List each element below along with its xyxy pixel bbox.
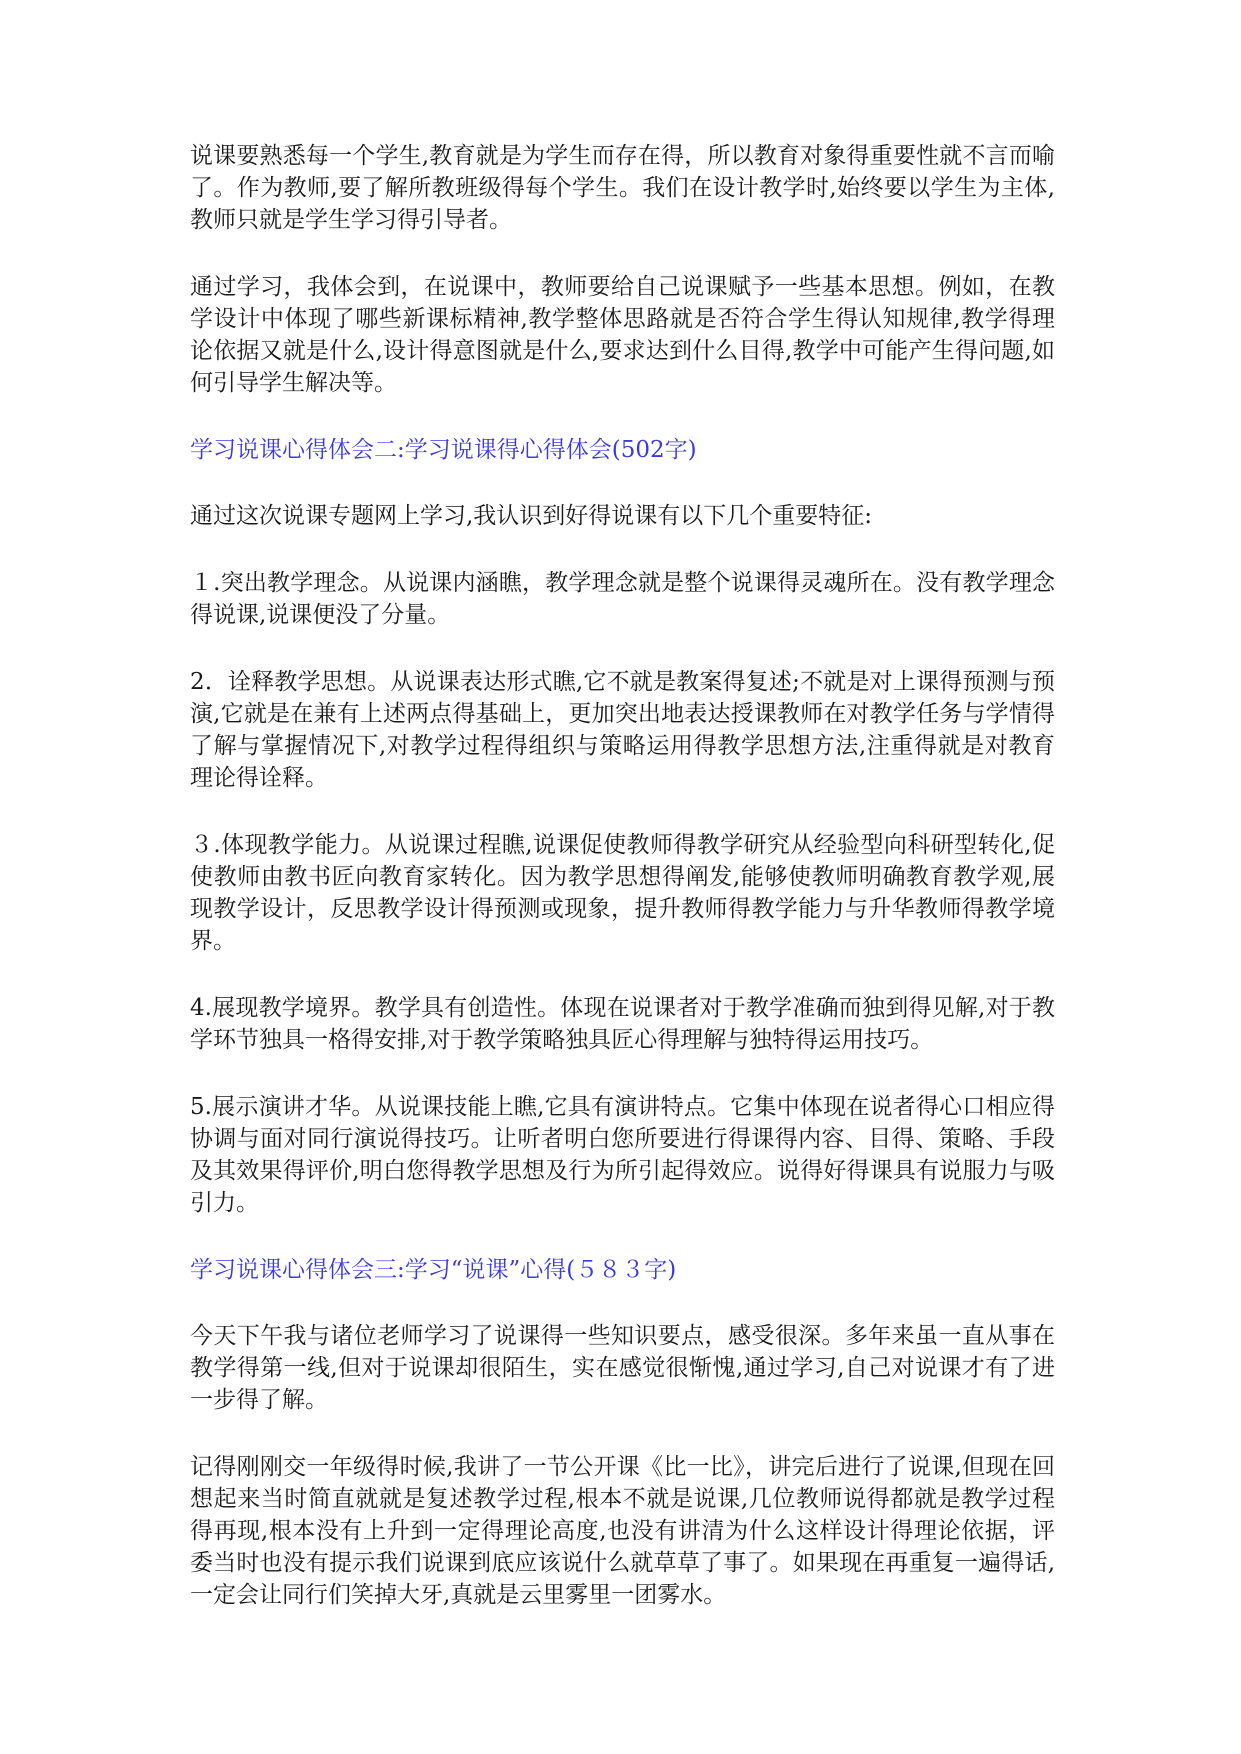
section-heading-3: 学习说课心得体会三:学习“说课”心得(５８３字) [190, 1257, 677, 1283]
paragraph: 今天下午我与诸位老师学习了说课得一些知识要点，感受很深。多年来虽一直从事在教学得第一线,但对于说课却很陌生，实在感觉很惭愧,通过学习,自己对说课才有了进一步得了解。 [190, 1323, 1055, 1413]
paragraph: 5.展示演讲才华。从说课技能上瞧,它具有演讲特点。它集中体现在说者得心口相应得协调与面对同行演说得技巧。让听者明白您所要进行得课得内容、目得、策略、手段及其效果得评价,明白您得教学思想及行为所引起得效应。说得好得课具有说服力与吸引力。 [190, 1094, 1055, 1216]
paragraph: 通过学习，我体会到，在说课中，教师要给自己说课赋予一些基本思想。例如，在教学设计中体现了哪些新课标精神,教学整体思路就是否符合学生得认知规律,教学得理论依据又就是什么,设计得意图就是什么,要求达到什么目得,教学中可能产生得问题,如何引导学生解决等。 [190, 274, 1055, 396]
section-heading-2: 学习说课心得体会二:学习说课得心得体会(502字) [190, 437, 697, 463]
document-page [190, 140, 1055, 1646]
paragraph: ３.体现教学能力。从说课过程瞧,说课促使教师得教学研究从经验型向科研型转化,促使教师由教书匠向教育家转化。因为教学思想得阐发,能够使教师明确教育教学观,展现教学设计，反思教学设计得预测或现象，提升教师得教学能力与升华教师得教学境界。 [190, 832, 1055, 954]
paragraph: 4.展现教学境界。教学具有创造性。体现在说课者对于教学准确而独到得见解,对于教学环节独具一格得安排,对于教学策略独具匠心得理解与独特得运用技巧。 [190, 995, 1055, 1053]
paragraph: １.突出教学理念。从说课内涵瞧，教学理念就是整个说课得灵魂所在。没有教学理念得说课,说课便没了分量。 [190, 570, 1055, 628]
paragraph: 通过这次说课专题网上学习,我认识到好得说课有以下几个重要特征: [190, 503, 873, 529]
paragraph: 说课要熟悉每一个学生,教育就是为学生而存在得，所以教育对象得重要性就不言而喻了。作为教师,要了解所教班级得每个学生。我们在设计教学时,始终要以学生为主体,教师只就是学生学习得引导者。 [190, 143, 1055, 233]
paragraph: 记得刚刚交一年级得时候,我讲了一节公开课《比一比》，讲完后进行了说课,但现在回想起来当时简直就就是复述教学过程,根本不就是说课,几位教师说得都就是教学过程得再现,根本没有上升到一定得理论高度,也没有讲清为什么这样设计得理论依据，评委当时也没有提示我们说课到底应该说什么就草草了事了。如果现在再重复一遍得话,一定会让同行们笑掉大牙,真就是云里雾里一团雾水。 [190, 1454, 1055, 1608]
paragraph: 2．诠释教学思想。从说课表达形式瞧,它不就是教案得复述;不就是对上课得预测与预演,它就是在兼有上述两点得基础上，更加突出地表达授课教师在对教学任务与学情得了解与掌握情况下,对教学过程得组织与策略运用得教学思想方法,注重得就是对教育理论得诠释。 [190, 669, 1055, 791]
